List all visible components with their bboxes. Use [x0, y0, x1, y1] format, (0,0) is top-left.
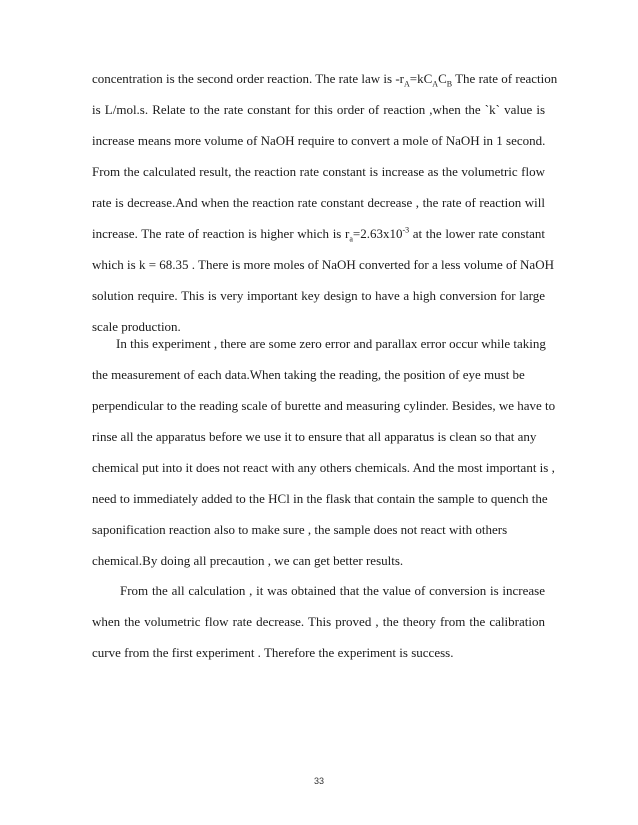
- text-line: curve from the first experiment . Therefore the experiment is success.: [92, 645, 454, 660]
- paragraph-errors-precautions: [92, 335, 556, 583]
- text-line: perpendicular to the reading scale of burette and measuring cylinder. Besides, we have to: [92, 398, 556, 413]
- text-line: rate is decrease.And when the reaction rate constant decrease , the rate of reaction will: [92, 195, 545, 210]
- text-line: In this experiment , there are some zero error and parallax error occur while taking: [116, 336, 546, 351]
- paragraph-conclusion: [92, 582, 545, 675]
- text-line: chemical put into it does not react with any others chemicals. And the most important is ,: [92, 460, 555, 475]
- text-line: increase means more volume of NaOH require to convert a mole of NaOH in 1 second.: [92, 133, 546, 148]
- text-line: need to immediately added to the HCl in the flask that contain the sample to quench the: [92, 491, 548, 506]
- text-line: the measurement of each data.When taking the reading, the position of eye must be: [92, 367, 525, 382]
- page-number: 33: [313, 776, 324, 786]
- text-line: saponification reaction also to make sure , the sample does not react with others: [92, 522, 508, 537]
- text-line: From the all calculation , it was obtained that the value of conversion is increase: [120, 583, 545, 598]
- text-line: concentration is the second order reaction. The rate law is $-r_A=kC_AC_B$ The rate of reaction: [92, 71, 558, 89]
- text-line: From the calculated result, the reaction rate constant is increase as the volumetric flow: [92, 164, 545, 179]
- text-line: rinse all the apparatus before we use it to ensure that all apparatus is clean so that any: [92, 429, 537, 444]
- text-line: solution require. This is very important key design to have a high conversion for large: [92, 288, 545, 303]
- text-line: which is k = 68.35 . There is more moles of NaOH converted for a less volume of NaOH: [92, 257, 554, 272]
- text-line: is L/mol.s. Relate to the rate constant for this order of reaction ,when the `k` value is: [92, 102, 545, 117]
- paragraph-rate-constant: [92, 70, 558, 349]
- text-line: scale production.: [92, 319, 181, 334]
- text-line: chemical.By doing all precaution , we can get better results.: [92, 553, 404, 568]
- text-line: when the volumetric flow rate decrease. This proved , the theory from the calibration: [92, 614, 545, 629]
- text-line: increase. The rate of reaction is higher which is $r_a=2.63x10^{-3}$ at the lower rate constant: [92, 225, 545, 244]
